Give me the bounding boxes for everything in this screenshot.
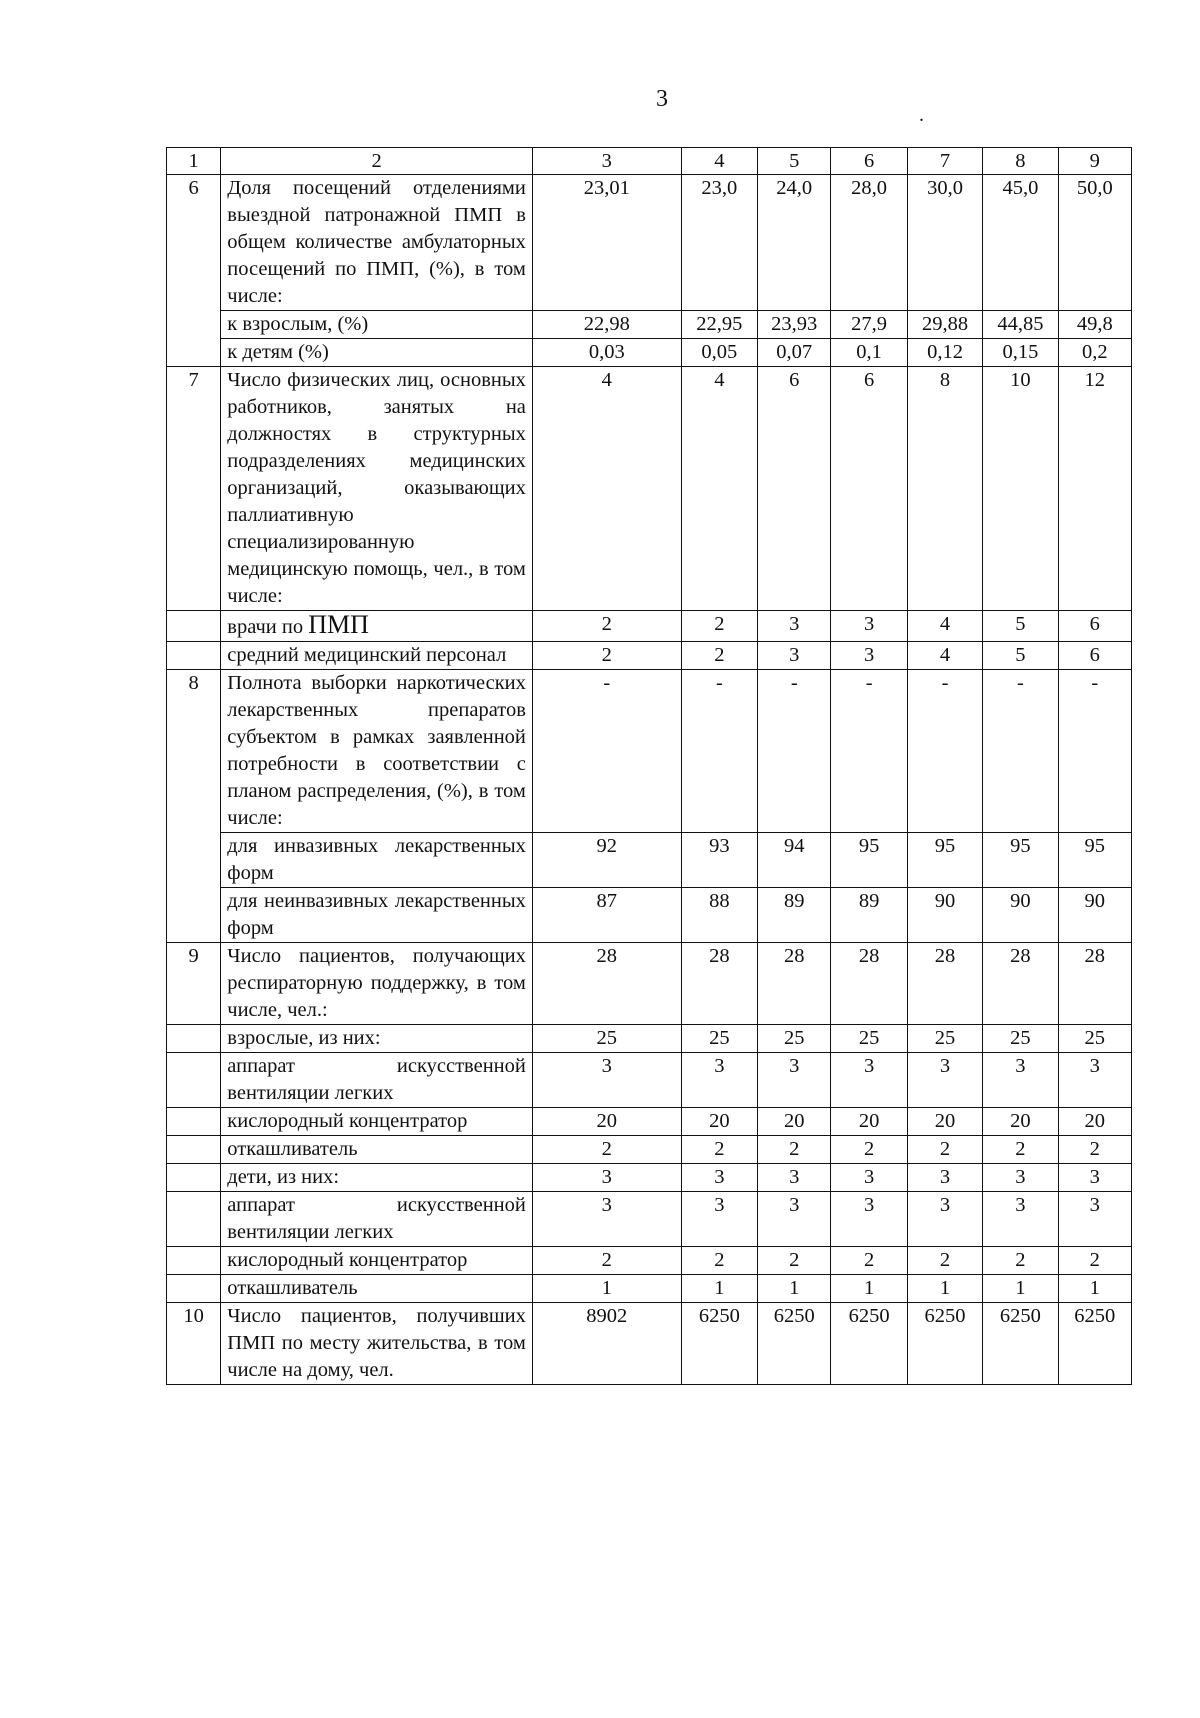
row-label: средний медицинский персонал — [221, 642, 533, 670]
value-cell: 5 — [983, 611, 1058, 642]
value-cell: 1 — [907, 1275, 982, 1303]
value-cell: 12 — [1058, 367, 1131, 611]
table-row — [167, 311, 1132, 339]
row-number — [167, 1192, 221, 1247]
table-row — [167, 1053, 1132, 1108]
table-row — [167, 367, 1132, 611]
value-cell: 3 — [1058, 1164, 1131, 1192]
value-cell: 2 — [681, 642, 757, 670]
value-cell: 2 — [1058, 1136, 1131, 1164]
value-cell: 2 — [907, 1136, 982, 1164]
value-cell: 8902 — [532, 1303, 681, 1385]
value-cell: 3 — [907, 1164, 982, 1192]
value-cell: 20 — [681, 1108, 757, 1136]
value-cell: 5 — [983, 642, 1058, 670]
column-header: 6 — [831, 148, 907, 175]
column-header: 7 — [907, 148, 982, 175]
value-cell: 28 — [831, 943, 907, 1025]
value-cell: 0,15 — [983, 339, 1058, 367]
table-row — [167, 1164, 1132, 1192]
value-cell: 28 — [532, 943, 681, 1025]
value-cell: 2 — [532, 611, 681, 642]
value-cell: 89 — [758, 888, 831, 943]
value-cell: 28 — [681, 943, 757, 1025]
value-cell: 28 — [758, 943, 831, 1025]
value-cell: 28 — [1058, 943, 1131, 1025]
value-cell: 4 — [532, 367, 681, 611]
table-row — [167, 670, 1132, 833]
row-number — [167, 1136, 221, 1164]
value-cell: 1 — [532, 1275, 681, 1303]
value-cell: 3 — [831, 1164, 907, 1192]
row-label: к взрослым, (%) — [221, 311, 533, 339]
value-cell: 4 — [907, 611, 982, 642]
value-cell: 30,0 — [907, 175, 982, 311]
value-cell: 2 — [758, 1247, 831, 1275]
value-cell: - — [831, 670, 907, 833]
value-cell: 92 — [532, 833, 681, 888]
value-cell: 95 — [1058, 833, 1131, 888]
row-label: для неинвазивных лекарственных форм — [221, 888, 533, 943]
table-row — [167, 888, 1132, 943]
value-cell: 2 — [1058, 1247, 1131, 1275]
value-cell: 95 — [907, 833, 982, 888]
value-cell: 3 — [907, 1192, 982, 1247]
value-cell: 6 — [831, 367, 907, 611]
value-cell: 3 — [831, 611, 907, 642]
value-cell: 23,93 — [758, 311, 831, 339]
value-cell: 2 — [758, 1136, 831, 1164]
row-number: 8 — [167, 670, 221, 943]
value-cell: 90 — [1058, 888, 1131, 943]
value-cell: 23,0 — [681, 175, 757, 311]
row-label: аппарат искусственной вентиляции легких — [221, 1192, 533, 1247]
value-cell: 88 — [681, 888, 757, 943]
value-cell: 0,07 — [758, 339, 831, 367]
value-cell: 45,0 — [983, 175, 1058, 311]
table-row — [167, 1275, 1132, 1303]
value-cell: 6250 — [758, 1303, 831, 1385]
value-cell: 94 — [758, 833, 831, 888]
value-cell: 25 — [1058, 1025, 1131, 1053]
value-cell: 89 — [831, 888, 907, 943]
value-cell: 25 — [681, 1025, 757, 1053]
value-cell: 20 — [758, 1108, 831, 1136]
value-cell: 25 — [907, 1025, 982, 1053]
table-row — [167, 339, 1132, 367]
column-header: 8 — [983, 148, 1058, 175]
row-number — [167, 1275, 221, 1303]
row-label: Число пациентов, получивших ПМП по месту жительства, в том числе на дому, чел. — [221, 1303, 533, 1385]
column-header: 4 — [681, 148, 757, 175]
value-cell: 95 — [983, 833, 1058, 888]
value-cell: 6 — [1058, 611, 1131, 642]
value-cell: 3 — [681, 1192, 757, 1247]
value-cell: 3 — [681, 1164, 757, 1192]
value-cell: 1 — [983, 1275, 1058, 1303]
value-cell: 3 — [831, 1192, 907, 1247]
value-cell: 50,0 — [1058, 175, 1131, 311]
row-label: Полнота выборки наркотических лекарственных препаратов субъектом в рамках заявленной потребности в соответствии с планом распределения, (%), в том числе: — [221, 670, 533, 833]
value-cell: 27,9 — [831, 311, 907, 339]
value-cell: 20 — [1058, 1108, 1131, 1136]
value-cell: 29,88 — [907, 311, 982, 339]
value-cell: 4 — [681, 367, 757, 611]
value-cell: 24,0 — [758, 175, 831, 311]
value-cell: 3 — [831, 1053, 907, 1108]
value-cell: 6250 — [681, 1303, 757, 1385]
value-cell: 3 — [983, 1164, 1058, 1192]
value-cell: 23,01 — [532, 175, 681, 311]
value-cell: 3 — [758, 1192, 831, 1247]
row-label: дети, из них: — [221, 1164, 533, 1192]
row-number: 7 — [167, 367, 221, 611]
table-row — [167, 1192, 1132, 1247]
row-number: 6 — [167, 175, 221, 367]
value-cell: 6 — [1058, 642, 1131, 670]
indicators-table — [166, 147, 1132, 1385]
table-row — [167, 611, 1132, 642]
value-cell: 6250 — [907, 1303, 982, 1385]
column-header: 1 — [167, 148, 221, 175]
value-cell: 6250 — [831, 1303, 907, 1385]
value-cell: 28 — [983, 943, 1058, 1025]
row-number — [167, 1053, 221, 1108]
value-cell: 3 — [758, 611, 831, 642]
value-cell: 3 — [532, 1164, 681, 1192]
value-cell: 20 — [983, 1108, 1058, 1136]
value-cell: - — [983, 670, 1058, 833]
value-cell: 20 — [831, 1108, 907, 1136]
row-label: для инвазивных лекарственных форм — [221, 833, 533, 888]
value-cell: 8 — [907, 367, 982, 611]
value-cell: 28,0 — [831, 175, 907, 311]
value-cell: 3 — [532, 1053, 681, 1108]
value-cell: 0,2 — [1058, 339, 1131, 367]
value-cell: 2 — [532, 642, 681, 670]
row-label: откашливатель — [221, 1275, 533, 1303]
value-cell: 25 — [758, 1025, 831, 1053]
value-cell: 3 — [1058, 1192, 1131, 1247]
value-cell: 3 — [1058, 1053, 1131, 1108]
row-number: 10 — [167, 1303, 221, 1385]
value-cell: 22,98 — [532, 311, 681, 339]
row-label-abbr: ПМП — [308, 610, 369, 639]
value-cell: 0,03 — [532, 339, 681, 367]
table-row — [167, 1108, 1132, 1136]
value-cell: - — [907, 670, 982, 833]
value-cell: 6250 — [1058, 1303, 1131, 1385]
value-cell: 3 — [983, 1192, 1058, 1247]
value-cell: 2 — [681, 1136, 757, 1164]
value-cell: 87 — [532, 888, 681, 943]
value-cell: 6 — [758, 367, 831, 611]
value-cell: 3 — [758, 642, 831, 670]
table-row — [167, 1136, 1132, 1164]
value-cell: 2 — [681, 611, 757, 642]
value-cell: 2 — [532, 1136, 681, 1164]
value-cell: 93 — [681, 833, 757, 888]
value-cell: - — [1058, 670, 1131, 833]
value-cell: 25 — [983, 1025, 1058, 1053]
column-header: 3 — [532, 148, 681, 175]
row-number — [167, 1025, 221, 1053]
value-cell: 2 — [831, 1247, 907, 1275]
value-cell: 2 — [907, 1247, 982, 1275]
table-row — [167, 833, 1132, 888]
row-number: 9 — [167, 943, 221, 1025]
value-cell: 3 — [983, 1053, 1058, 1108]
column-header-row — [167, 148, 1132, 175]
value-cell: 90 — [983, 888, 1058, 943]
value-cell: 0,12 — [907, 339, 982, 367]
value-cell: 20 — [532, 1108, 681, 1136]
row-number — [167, 611, 221, 642]
value-cell: 3 — [907, 1053, 982, 1108]
row-label — [221, 611, 533, 642]
table-row — [167, 1303, 1132, 1385]
value-cell: 95 — [831, 833, 907, 888]
value-cell: 22,95 — [681, 311, 757, 339]
row-label: взрослые, из них: — [221, 1025, 533, 1053]
value-cell: 1 — [758, 1275, 831, 1303]
value-cell: 3 — [758, 1053, 831, 1108]
value-cell: - — [532, 670, 681, 833]
value-cell: 3 — [831, 642, 907, 670]
value-cell: 25 — [831, 1025, 907, 1053]
row-label: Доля посещений отделениями выездной патронажной ПМП в общем количестве амбулаторных посещений по ПМП, (%), в том числе: — [221, 175, 533, 311]
value-cell: 0,05 — [681, 339, 757, 367]
value-cell: 1 — [1058, 1275, 1131, 1303]
value-cell: 3 — [532, 1192, 681, 1247]
value-cell: 44,85 — [983, 311, 1058, 339]
table-row — [167, 1247, 1132, 1275]
row-number — [167, 1247, 221, 1275]
row-number — [167, 1164, 221, 1192]
column-header: 9 — [1058, 148, 1131, 175]
value-cell: 3 — [681, 1053, 757, 1108]
row-label: откашливатель — [221, 1136, 533, 1164]
table-row — [167, 175, 1132, 311]
value-cell: 25 — [532, 1025, 681, 1053]
row-label: аппарат искусственной вентиляции легких — [221, 1053, 533, 1108]
table-row — [167, 1025, 1132, 1053]
page-number: 3 — [656, 86, 668, 112]
row-label: к детям (%) — [221, 339, 533, 367]
value-cell: 2 — [983, 1247, 1058, 1275]
column-header: 2 — [221, 148, 533, 175]
value-cell: 0,1 — [831, 339, 907, 367]
value-cell: 3 — [758, 1164, 831, 1192]
row-label-text: врачи по — [227, 616, 309, 638]
value-cell: 10 — [983, 367, 1058, 611]
row-label: Число пациентов, получающих респираторную поддержку, в том числе, чел.: — [221, 943, 533, 1025]
value-cell: 20 — [907, 1108, 982, 1136]
value-cell: - — [758, 670, 831, 833]
row-number — [167, 1108, 221, 1136]
row-label: Число физических лиц, основных работников, занятых на должностях в структурных подразделениях медицинских организаций, оказывающих паллиативную специализированную медицинскую помощь, чел., в том числе: — [221, 367, 533, 611]
value-cell: 2 — [532, 1247, 681, 1275]
row-label: кислородный концентратор — [221, 1247, 533, 1275]
value-cell: 4 — [907, 642, 982, 670]
value-cell: - — [681, 670, 757, 833]
column-header: 5 — [758, 148, 831, 175]
value-cell: 2 — [983, 1136, 1058, 1164]
header-marker: . — [919, 104, 924, 126]
row-number — [167, 642, 221, 670]
value-cell: 90 — [907, 888, 982, 943]
value-cell: 1 — [681, 1275, 757, 1303]
value-cell: 49,8 — [1058, 311, 1131, 339]
value-cell: 2 — [831, 1136, 907, 1164]
value-cell: 28 — [907, 943, 982, 1025]
table-row — [167, 642, 1132, 670]
row-label: кислородный концентратор — [221, 1108, 533, 1136]
value-cell: 6250 — [983, 1303, 1058, 1385]
value-cell: 1 — [831, 1275, 907, 1303]
value-cell: 2 — [681, 1247, 757, 1275]
table-row — [167, 943, 1132, 1025]
